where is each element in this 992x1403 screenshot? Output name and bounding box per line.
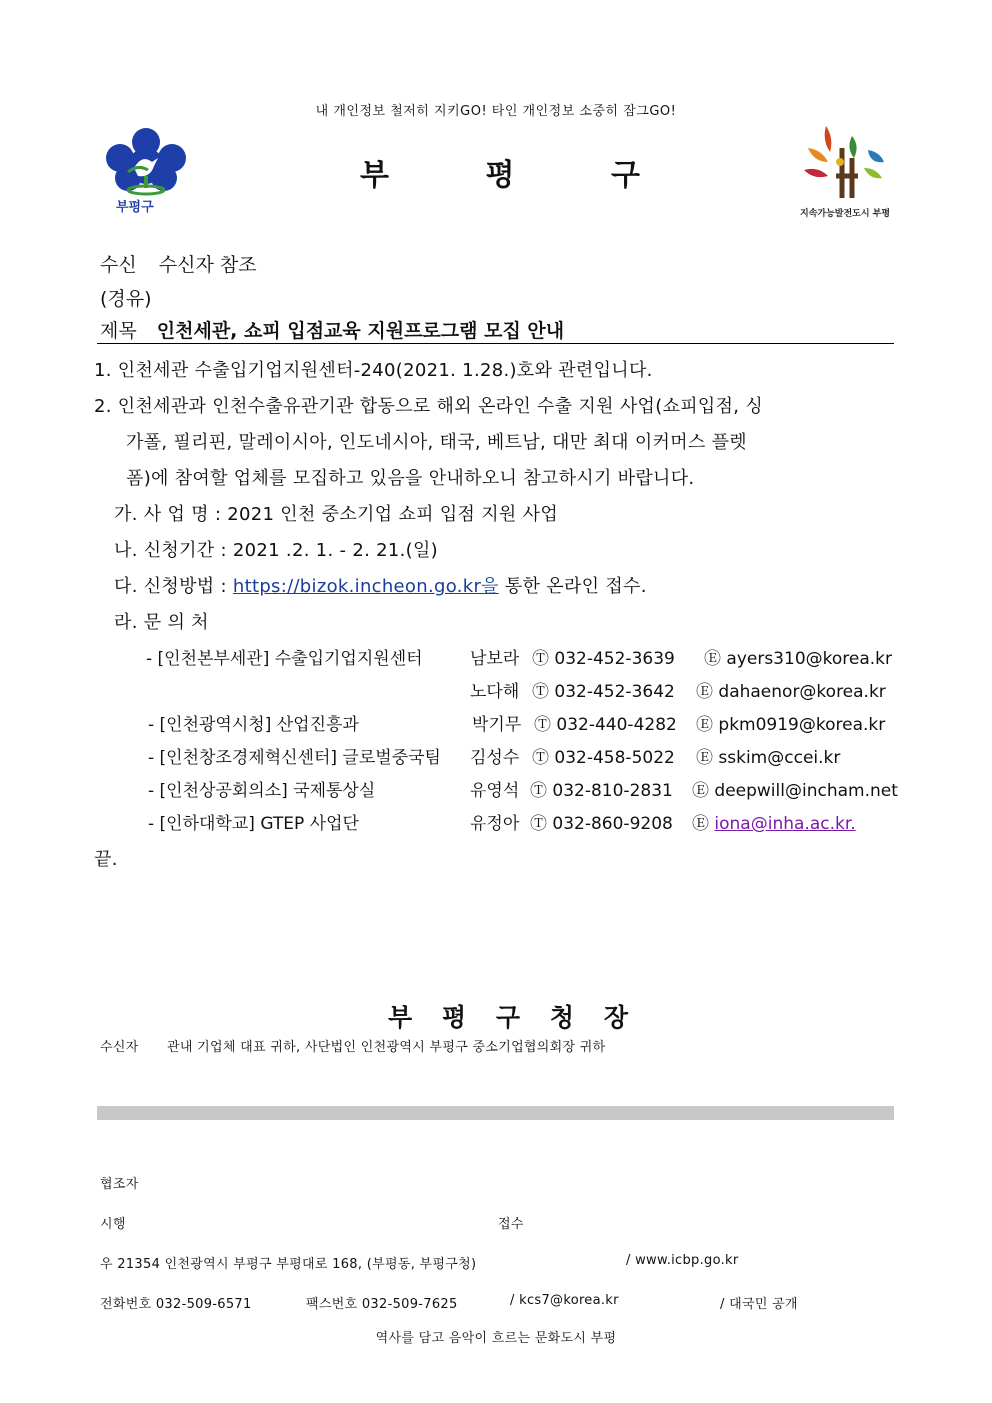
org-title-char: 부	[360, 158, 389, 193]
recipients-label: 수신자	[100, 1040, 139, 1055]
sign-char: 청	[549, 1003, 575, 1032]
separator-bar	[97, 1106, 894, 1120]
inha-email-link[interactable]: iona@inha.ac.kr.	[714, 814, 856, 834]
cooperator-label: 협조자	[100, 1177, 139, 1192]
paragraph-1: 1. 인천세관 수출입기업지원센터-240(2021. 1.28.)호와 관련입니다.	[94, 360, 653, 381]
bupyeong-emblem-logo	[98, 120, 194, 216]
subject-divider	[97, 343, 894, 344]
contact-email: Ⓔ ayers310@korea.kr	[704, 649, 893, 669]
phone-number: 전화번호 032-509-6571	[100, 1297, 252, 1312]
contact-phone: Ⓣ 032-458-5022	[532, 748, 675, 768]
item-inquiries: 라. 문 의 처	[114, 612, 209, 633]
contact-email: Ⓔ sskim@ccei.kr	[696, 748, 841, 768]
contact-email	[692, 809, 856, 834]
recipient-row	[100, 250, 257, 277]
subject-label: 제목	[100, 320, 137, 342]
recipient-label: 수신	[100, 254, 137, 276]
contact-phone: Ⓣ 032-440-4282	[534, 715, 677, 735]
recipients-value: 관내 기업체 대표 귀하, 사단법인 인천광역시 부평구 중소기업협의회장 귀하	[167, 1040, 606, 1055]
contact-org: - [인천광역시청] 산업진흥과	[148, 715, 359, 735]
postal-address: 우 21354 인천광역시 부평구 부평대로 168, (부평동, 부평구청)	[100, 1257, 477, 1272]
contact-name: 유정아	[470, 814, 520, 834]
signature-title	[388, 998, 628, 1034]
contact-name: 김성수	[470, 748, 520, 768]
org-title-char: 구	[611, 158, 640, 193]
contact-org: - [인천상공회의소] 국제통상실	[148, 781, 376, 801]
logo-right-label: 지속가능발전도시 부평	[800, 209, 891, 219]
contact-email: Ⓔ deepwill@incham.net	[692, 781, 898, 801]
city-motto: 역사를 담고 음악이 흐르는 문화도시 부평	[375, 1331, 617, 1346]
contact-name: 남보라	[470, 649, 520, 669]
item-application-period: 나. 신청기간 : 2021 .2. 1. - 2. 21.(일)	[114, 540, 439, 561]
contact-name: 유영석	[470, 781, 520, 801]
org-title-char: 평	[485, 158, 515, 193]
contact-org: - [인천본부세관] 수출입기업지원센터	[146, 649, 423, 669]
contact-name: 노다해	[470, 682, 520, 702]
contact-phone: Ⓣ 032-810-2831	[530, 781, 673, 801]
sustainable-city-logo	[796, 118, 896, 224]
sign-char: 평	[441, 1003, 467, 1032]
item-application-method	[114, 572, 647, 598]
paragraph-2-line-2: 가폴, 필리핀, 말레이시아, 인도네시아, 태국, 베트남, 대만 최대 이커머스 플렛	[126, 432, 747, 453]
contact-phone: Ⓣ 032-860-9208	[530, 814, 673, 834]
bizok-link[interactable]: https://bizok.incheon.go.kr을	[232, 576, 499, 597]
via-row: (경유)	[100, 288, 152, 310]
subject-value: 인천세관, 쇼피 입점교육 지원프로그램 모집 안내	[156, 320, 565, 342]
website-url: / www.icbp.go.kr	[626, 1253, 739, 1268]
organization-title	[360, 150, 640, 194]
end-marker: 끝.	[94, 849, 118, 870]
receipt-label: 접수	[498, 1217, 524, 1232]
contact-name: 박기무	[472, 715, 522, 735]
contact-phone: Ⓣ 032-452-3642	[532, 682, 675, 702]
sign-char: 부	[388, 1003, 413, 1032]
paragraph-2-line-1: 2. 인천세관과 인천수출유관기관 합동으로 해외 온라인 수출 지원 사업(쇼피입점, 싱	[94, 396, 764, 417]
contact-email-footer: / kcs7@korea.kr	[510, 1293, 619, 1308]
contact-org: - [인천창조경제혁신센터] 글로벌중국팀	[148, 748, 441, 768]
contact-org: - [인하대학교] GTEP 사업단	[148, 814, 359, 834]
contact-email: Ⓔ dahaenor@korea.kr	[696, 682, 886, 702]
enforce-label: 시행	[100, 1217, 126, 1232]
email-prefix: Ⓔ	[692, 814, 715, 834]
contact-email: Ⓔ pkm0919@korea.kr	[696, 715, 886, 735]
logo-left-label: 부평구	[116, 200, 154, 215]
fax-number: 팩스번호 032-509-7625	[306, 1297, 458, 1312]
recipients-row	[100, 1036, 606, 1055]
subject-row	[100, 316, 564, 343]
privacy-slogan: 내 개인정보 철저히 지키GO! 타인 개인정보 소중히 잠그GO!	[315, 104, 677, 119]
method-suffix: 통한 온라인 접수.	[498, 576, 647, 597]
item-business-name: 가. 사 업 명 : 2021 인천 중소기업 쇼피 입점 지원 사업	[114, 504, 559, 525]
sign-char: 구	[495, 1003, 521, 1032]
method-prefix: 다. 신청방법 :	[114, 576, 233, 597]
contact-phone: Ⓣ 032-452-3639	[532, 649, 675, 669]
sign-char: 장	[603, 1003, 628, 1032]
recipient-value: 수신자 참조	[158, 254, 257, 276]
paragraph-2-line-3: 폼)에 참여할 업체를 모집하고 있음을 안내하오니 참고하시기 바랍니다.	[126, 468, 695, 489]
disclosure-status: / 대국민 공개	[720, 1297, 798, 1312]
